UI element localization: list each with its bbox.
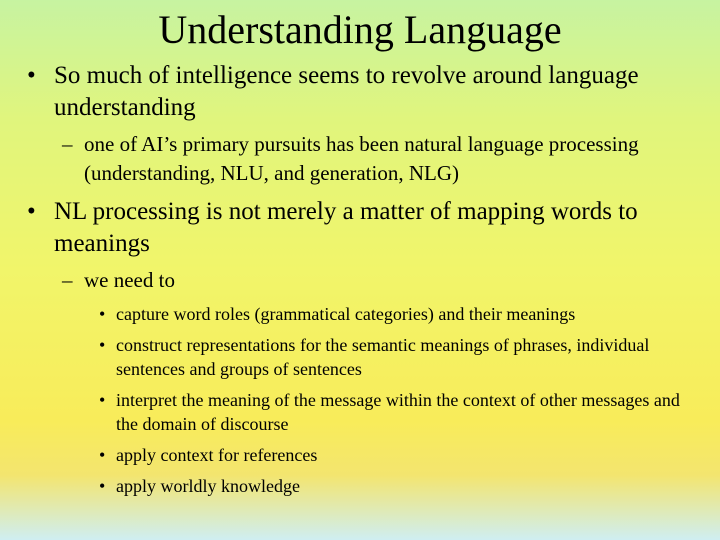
sub-bullet-we-need-to <box>0 266 720 295</box>
bullet-intelligence <box>0 60 720 124</box>
sub-sub-bullet-text: capture word roles (grammatical categories) and their meanings <box>116 304 576 324</box>
sub-sub-bullet-construct-representations <box>0 333 720 381</box>
bullet-marker: • <box>99 335 106 355</box>
sub-sub-bullet-text: apply context for references <box>116 445 318 465</box>
bullet-text: So much of intelligence seems to revolve around language understanding <box>54 62 639 121</box>
sub-bullet-text: we need to <box>84 268 175 292</box>
slide-title: Understanding Language <box>158 7 562 52</box>
sub-sub-bullet-interpret-meaning <box>0 388 720 436</box>
bullet-marker: • <box>99 445 106 465</box>
sub-sub-bullet-apply-context <box>0 443 720 467</box>
dash-marker: – <box>62 132 73 156</box>
slide-content <box>0 60 720 498</box>
bullet-nl-processing <box>0 196 720 260</box>
bullet-marker: • <box>27 198 36 225</box>
sub-sub-bullet-capture-word-roles <box>0 302 720 326</box>
bullet-text: NL processing is not merely a matter of mapping words to meanings <box>54 198 638 257</box>
bullet-marker: • <box>99 304 106 324</box>
sub-sub-bullet-apply-worldly-knowledge <box>0 474 720 498</box>
sub-sub-bullet-text: construct representations for the semantic meanings of phrases, individual sentences and groups of sentences <box>116 335 650 379</box>
bullet-marker: • <box>99 476 106 496</box>
dash-marker: – <box>62 268 73 292</box>
sub-sub-bullet-text: apply worldly knowledge <box>116 476 300 496</box>
sub-bullet-nlp-pursuit <box>0 130 720 188</box>
sub-bullet-text: one of AI’s primary pursuits has been natural language processing (understanding, NLU, and generation, NLG) <box>84 132 639 185</box>
bullet-marker: • <box>27 62 36 89</box>
sub-sub-bullet-text: interpret the meaning of the message within the context of other messages and the domain of discourse <box>116 390 680 434</box>
bullet-marker: • <box>99 390 106 410</box>
